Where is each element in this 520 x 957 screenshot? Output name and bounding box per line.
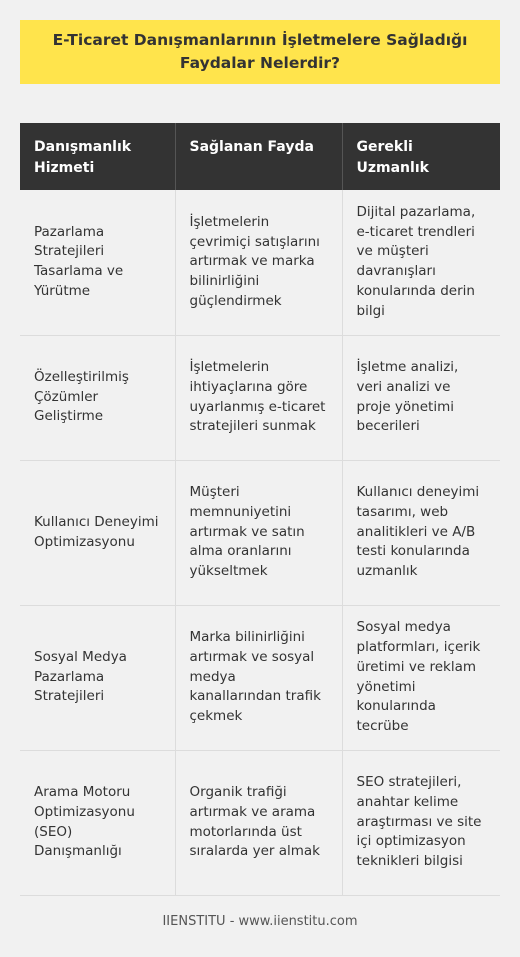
benefit-cell: Marka bilinirliğini artırmak ve sosyal medya kanallarından trafik çekmek bbox=[175, 605, 342, 750]
column-header-service: Danışmanlık Hizmeti bbox=[20, 123, 175, 190]
benefit-cell: Müşteri memnuniyetini artırmak ve satın alma oranlarını yükseltmek bbox=[175, 460, 342, 605]
expertise-cell: Kullanıcı deneyimi tasarımı, web analitikleri ve A/B testi konularında uzmanlık bbox=[342, 460, 500, 605]
benefit-cell: İşletmelerin ihtiyaçlarına göre uyarlanmış e-ticaret stratejileri sunmak bbox=[175, 335, 342, 460]
expertise-cell: SEO stratejileri, anahtar kelime araştırması ve site içi optimizasyon teknikleri bilgisi bbox=[342, 750, 500, 895]
column-header-benefit: Sağlanan Fayda bbox=[175, 123, 342, 190]
page-title: E-Ticaret Danışmanlarının İşletmelere Sağladığı Faydalar Nelerdir? bbox=[52, 31, 468, 72]
service-cell: Sosyal Medya Pazarlama Stratejileri bbox=[20, 605, 175, 750]
benefit-cell: İşletmelerin çevrimiçi satışlarını artırmak ve marka bilinirliğini güçlendirmek bbox=[175, 190, 342, 335]
title-banner bbox=[20, 20, 500, 84]
service-cell: Kullanıcı Deneyimi Optimizasyonu bbox=[20, 460, 175, 605]
table-row bbox=[20, 335, 500, 460]
column-header-expertise: Gerekli Uzmanlık bbox=[342, 123, 500, 190]
service-cell: Özelleştirilmiş Çözümler Geliştirme bbox=[20, 335, 175, 460]
expertise-cell: Sosyal medya platformları, içerik üretimi ve reklam yönetimi konularında tecrübe bbox=[342, 605, 500, 750]
table-row bbox=[20, 190, 500, 335]
table-header-row bbox=[20, 123, 500, 190]
expertise-cell: Dijital pazarlama, e-ticaret trendleri ve müşteri davranışları konularında derin bilgi bbox=[342, 190, 500, 335]
service-cell: Arama Motoru Optimizasyonu (SEO) Danışmanlığı bbox=[20, 750, 175, 895]
benefits-table bbox=[20, 123, 500, 896]
table-row bbox=[20, 460, 500, 605]
table-row bbox=[20, 750, 500, 895]
footer-credit: IIENSTITU - www.iienstitu.com bbox=[162, 914, 358, 929]
service-cell: Pazarlama Stratejileri Tasarlama ve Yürütme bbox=[20, 190, 175, 335]
benefit-cell: Organik trafiği artırmak ve arama motorlarında üst sıralarda yer almak bbox=[175, 750, 342, 895]
table-row bbox=[20, 605, 500, 750]
expertise-cell: İşletme analizi, veri analizi ve proje yönetimi becerileri bbox=[342, 335, 500, 460]
